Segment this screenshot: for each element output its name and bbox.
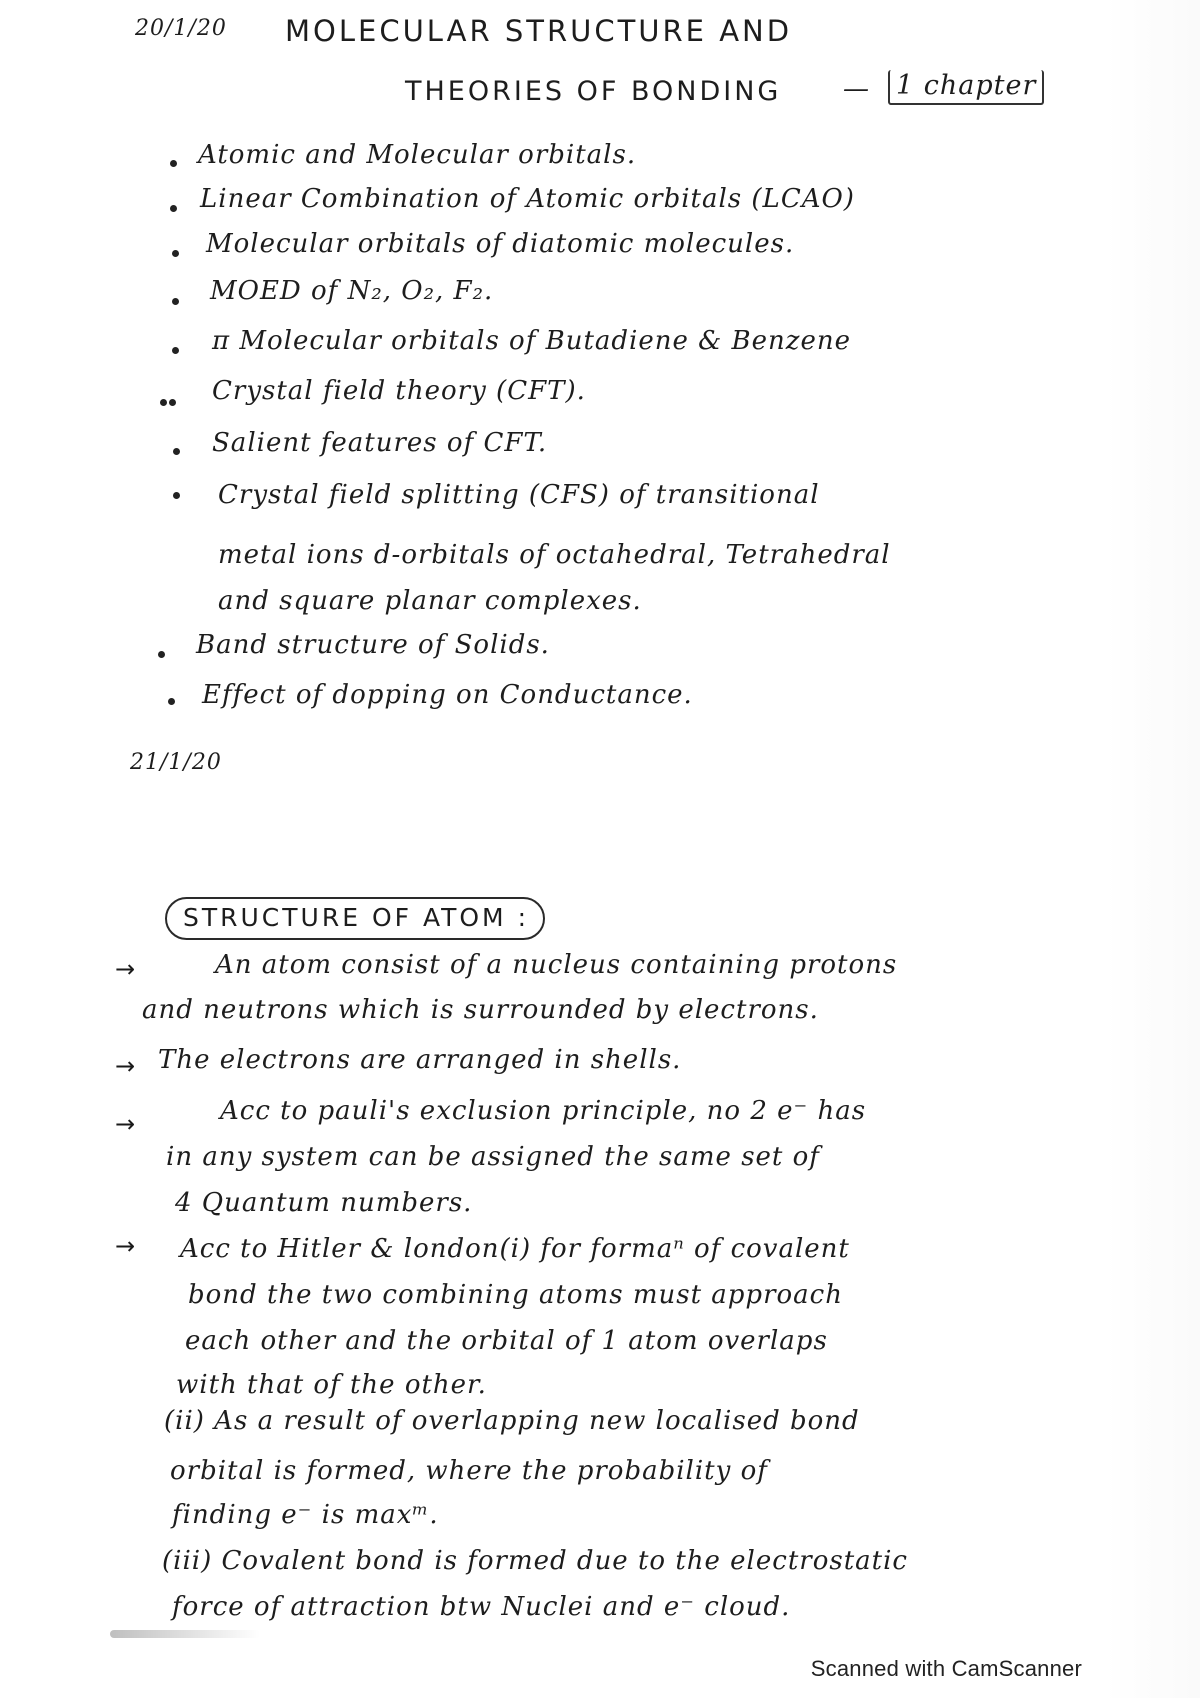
bullet-icon xyxy=(170,160,177,167)
list-item-continuation: and square planar complexes. xyxy=(218,586,642,616)
title-line-1: MOLECULAR STRUCTURE AND xyxy=(285,14,793,48)
bullet-icon xyxy=(160,399,167,406)
note-line: The electrons are arranged in shells. xyxy=(158,1045,682,1075)
list-item: Atomic and Molecular orbitals. xyxy=(198,140,637,170)
note-line: (iii) Covalent bond is formed due to the electrostatic xyxy=(162,1546,908,1576)
arrow-icon: → xyxy=(115,955,136,983)
bullet-icon xyxy=(168,698,175,705)
bullet-icon xyxy=(170,205,177,212)
list-item-continuation: metal ions d-orbitals of octahedral, Tetrahedral xyxy=(218,540,891,570)
section-date: 21/1/20 xyxy=(130,750,222,775)
note-line: Acc to pauli's exclusion principle, no 2 e⁻ has xyxy=(220,1096,867,1126)
bullet-icon xyxy=(173,492,180,499)
arrow-icon: → xyxy=(115,1110,136,1138)
note-line: Acc to Hitler & london(i) for formaⁿ of covalent xyxy=(180,1234,850,1264)
note-line: 4 Quantum numbers. xyxy=(175,1188,473,1218)
bullet-icon xyxy=(173,448,180,455)
arrow-icon: → xyxy=(115,1052,136,1080)
note-line: each other and the orbital of 1 atom overlaps xyxy=(185,1326,828,1356)
chapter-tag: 1 chapter xyxy=(888,70,1044,105)
note-line: An atom consist of a nucleus containing protons xyxy=(215,950,898,980)
list-item: Crystal field splitting (CFS) of transitional xyxy=(218,480,820,510)
section-heading: STRUCTURE OF ATOM : xyxy=(165,897,545,940)
list-item: MOED of N₂, O₂, F₂. xyxy=(210,276,494,306)
note-line: bond the two combining atoms must approach xyxy=(188,1280,843,1310)
bullet-icon xyxy=(172,347,179,354)
note-line: orbital is formed, where the probability of xyxy=(170,1456,768,1486)
list-item: Linear Combination of Atomic orbitals (LCAO) xyxy=(200,184,855,214)
list-item: Salient features of CFT. xyxy=(212,428,548,458)
list-item: π Molecular orbitals of Butadiene & Benzene xyxy=(212,326,852,356)
note-line: force of attraction btw Nuclei and e⁻ cloud. xyxy=(172,1592,791,1622)
list-item: Molecular orbitals of diatomic molecules. xyxy=(206,229,795,259)
bullet-icon xyxy=(169,399,176,406)
list-item: Crystal field theory (CFT). xyxy=(212,376,586,406)
note-line: finding e⁻ is maxᵐ. xyxy=(172,1500,439,1530)
bullet-icon xyxy=(172,250,179,257)
title-dash: — xyxy=(843,74,870,104)
arrow-icon: → xyxy=(115,1232,136,1260)
page-edge-shadow xyxy=(110,1630,260,1638)
scanner-watermark: Scanned with CamScanner xyxy=(810,1656,1082,1681)
bullet-icon xyxy=(158,651,165,658)
note-line: in any system can be assigned the same set of xyxy=(166,1142,820,1172)
note-line: with that of the other. xyxy=(176,1370,487,1400)
list-item: Effect of dopping on Conductance. xyxy=(202,680,693,710)
note-line: (ii) As a result of overlapping new localised bond xyxy=(164,1406,860,1436)
title-line-2: THEORIES OF BONDING xyxy=(405,76,782,107)
note-line: and neutrons which is surrounded by electrons. xyxy=(142,995,819,1025)
bullet-icon xyxy=(172,298,179,305)
list-item: Band structure of Solids. xyxy=(196,630,550,660)
header-date: 20/1/20 xyxy=(135,16,227,41)
